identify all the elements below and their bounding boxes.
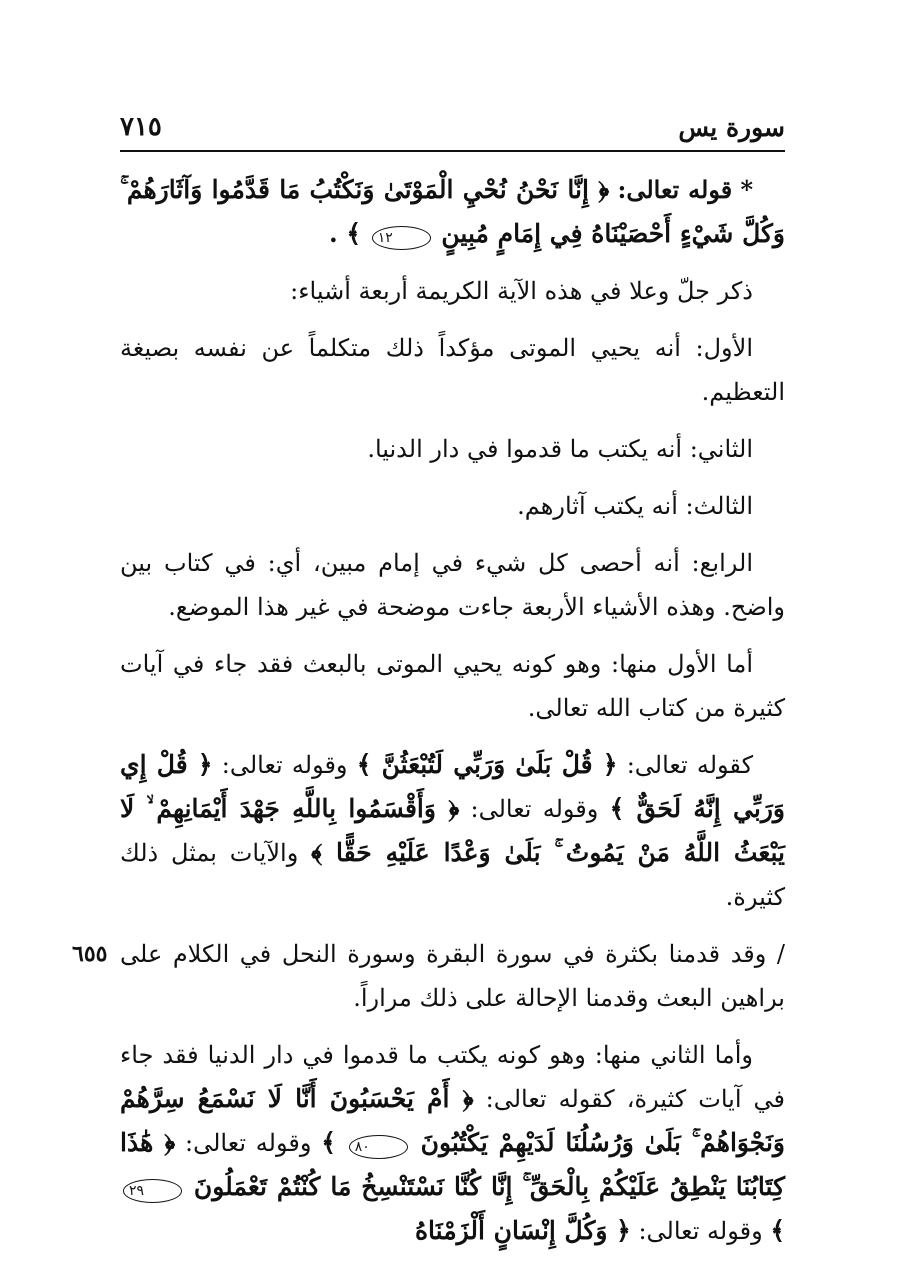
text-segment: وقوله تعالى: [638, 1217, 763, 1245]
paragraph-second: الثاني: أنه يكتب ما قدموا في دار الدنيا. [367, 435, 753, 463]
quran-verse: ﴿ وَكُلَّ إِنْسَانٍ أَلْزَمْنَاهُ [414, 1216, 631, 1245]
text-segment: وقوله تعالى: [470, 795, 599, 823]
paragraph-reference: / وقد قدمنا بكثرة في سورة البقرة وسورة النحل في الكلام على براهين البعث وقدمنا الإحالة على ذلك مراراً. [120, 940, 785, 1012]
page [72, 0, 785, 1271]
ayah-number: ٨٠ [349, 1135, 408, 1159]
paragraph-first-detail: أما الأول منها: وهو كونه يحيي الموتى بالبعث فقد جاء في آيات كثيرة من كتاب الله تعالى. [120, 650, 785, 722]
verse-end: ﴾ . [329, 219, 362, 248]
verse-intro-label: قوله تعالى: [617, 175, 733, 204]
verse-end: ﴾ [321, 1128, 336, 1157]
quran-verse: ﴿ أَمْ يَحْسَبُونَ أَنَّا لَا نَسْمَعُ سِرَّهُمْ وَنَجْوَاهُمْ ۚ بَلَىٰ وَرُسُلُنَا لَدَيْهِمْ يَكْتُبُونَ [120, 1084, 785, 1157]
paragraph-verse-intro [120, 168, 785, 256]
ayah-number: ١٢ [372, 226, 431, 250]
paragraph-examples [120, 743, 785, 919]
page-number: ٧١٥ [120, 112, 162, 142]
paragraph-four-things: ذكر جلّ وعلا في هذه الآية الكريمة أربعة أشياء: [290, 277, 753, 305]
quran-verse: ﴿ قُلْ إِي وَرَبِّي إِنَّهُ لَحَقٌّ ﴾ [120, 750, 785, 823]
quran-verse: ﴿ إِنَّا نَحْنُ نُحْيِ الْمَوْتَىٰ وَنَكْتُبُ مَا قَدَّمُوا وَآثَارَهُمْ ۚ وَكُلَّ شَيْءٍ أَحْصَيْنَاهُ فِي إِمَامٍ مُبِينٍ [120, 175, 785, 248]
text-segment: والآيات بمثل ذلك كثيرة. [120, 839, 785, 911]
margin-page-ref: ٦٥٥ [72, 941, 108, 967]
verse-end: ﴾ [770, 1216, 785, 1245]
page-header [120, 110, 785, 152]
surah-title: سورة يس [678, 113, 785, 142]
text-segment: وقوله تعالى: [185, 1129, 312, 1157]
text-segment: كقوله تعالى: [626, 751, 753, 779]
text-segment: وأما الثاني منها: وهو كونه يكتب ما قدموا في دار الدنيا فقد جاء في آيات كثيرة، كقوله تعالى: [120, 1041, 785, 1113]
paragraph-second-detail [120, 1033, 785, 1253]
paragraph-first: الأول: أنه يحيي الموتى مؤكداً ذلك متكلماً عن نفسه بصيغة التعظيم. [120, 334, 785, 406]
page-content [72, 168, 785, 1266]
quran-verse: ﴿ هَٰذَا كِتَابُنَا يَنْطِقُ عَلَيْكُمْ بِالْحَقِّ ۚ إِنَّا كُنَّا نَسْتَنْسِخُ مَا كُنْتُمْ تَعْمَلُونَ [120, 1128, 785, 1201]
ayah-number: ٢٩ [123, 1179, 182, 1203]
star-marker: * [740, 175, 753, 204]
quran-verse: ﴿ قُلْ بَلَىٰ وَرَبِّي لَتُبْعَثُنَّ ﴾ [356, 750, 618, 779]
paragraph-fourth: الرابع: أنه أحصى كل شيء في إمام مبين، أي: في كتاب بين واضح. وهذه الأشياء الأربعة جاءت موضحة في غير هذا الموضع. [120, 549, 785, 621]
text-segment: وقوله تعالى: [221, 751, 348, 779]
paragraph-third: الثالث: أنه يكتب آثارهم. [517, 492, 753, 520]
margin-ref-wrapper [72, 932, 785, 1020]
quran-verse: ﴿ وَأَقْسَمُوا بِاللَّهِ جَهْدَ أَيْمَانِهِمْ ۙ لَا يَبْعَثُ اللَّهُ مَنْ يَمُوتُ ۚ بَلَىٰ وَعْدًا عَلَيْهِ حَقًّا ﴾ [120, 794, 785, 867]
